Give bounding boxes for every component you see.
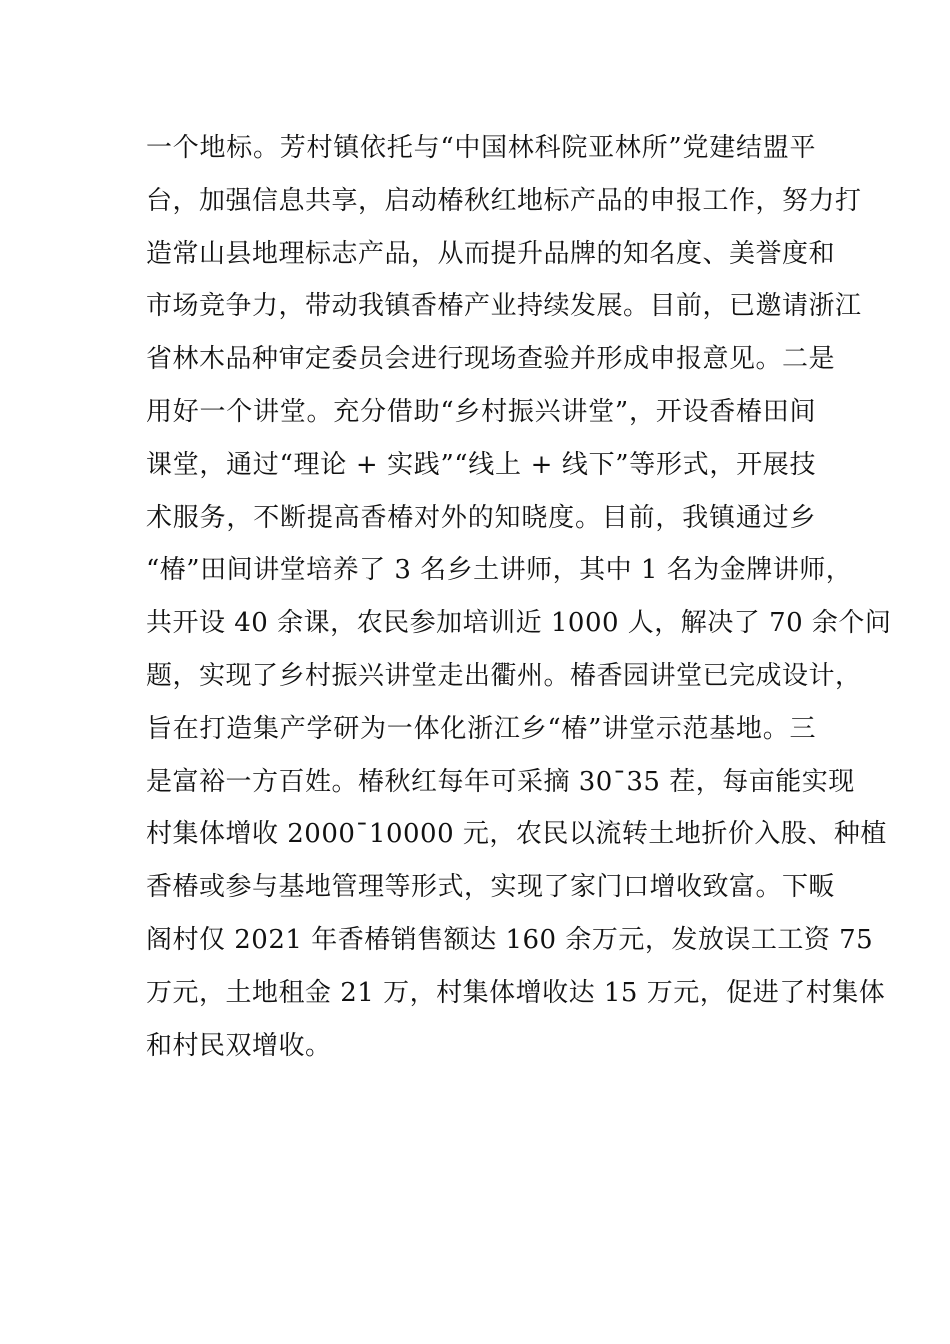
paragraph-line-16: 阁村仅 2021 年香椿销售额达 160 余万元，发放误工工资 75: [146, 924, 874, 955]
paragraph-line-3: 造常山县地理标志产品，从而提升品牌的知名度、美誉度和: [146, 238, 836, 269]
paragraph-line-18: 和村民双增收。: [146, 1030, 332, 1061]
paragraph-line-12: 旨在打造集产学研为一体化浙江乡“椿”讲堂示范基地。三: [146, 713, 816, 744]
paragraph-line-5: 省林木品种审定委员会进行现场查验并形成申报意见。二是: [146, 344, 836, 375]
paragraph-line-17: 万元，土地租金 21 万，村集体增收达 15 万元，促进了村集体: [146, 977, 886, 1008]
paragraph-line-4: 市场竞争力，带动我镇香椿产业持续发展。目前，已邀请浙江: [146, 291, 862, 322]
paragraph-line-6: 用好一个讲堂。充分借助“乡村振兴讲堂”，开设香椿田间: [146, 396, 816, 427]
paragraph-line-15: 香椿或参与基地管理等形式，实现了家门口增收致富。下畈: [146, 872, 836, 903]
paragraph-line-7: 课堂，通过“理论 + 实践”“线上 + 线下”等形式，开展技: [146, 449, 816, 480]
paragraph-line-11: 题，实现了乡村振兴讲堂走出衢州。椿香园讲堂已完成设计，: [146, 660, 862, 691]
paragraph-line-10: 共开设 40 余课，农民参加培训近 1000 人，解决了 70 余个问: [146, 608, 892, 639]
body-paragraph: [146, 122, 892, 1072]
paragraph-line-2: 台，加强信息共享，启动椿秋红地标产品的申报工作，努力打: [146, 185, 862, 216]
paragraph-line-9: “椿”田间讲堂培养了 3 名乡土讲师，其中 1 名为金牌讲师，: [146, 555, 853, 586]
paragraph-line-1: 一个地标。芳村镇依托与“中国林科院亚林所”党建结盟平: [146, 133, 816, 163]
paragraph-line-8: 术服务，不断提高香椿对外的知晓度。目前，我镇通过乡: [146, 502, 816, 533]
paragraph-line-13: 是富裕一方百姓。椿秋红每年可采摘 30¯35 茬，每亩能实现: [146, 766, 855, 797]
paragraph-line-14: 村集体增收 2000¯10000 元，农民以流转土地折价入股、种植: [146, 819, 887, 850]
